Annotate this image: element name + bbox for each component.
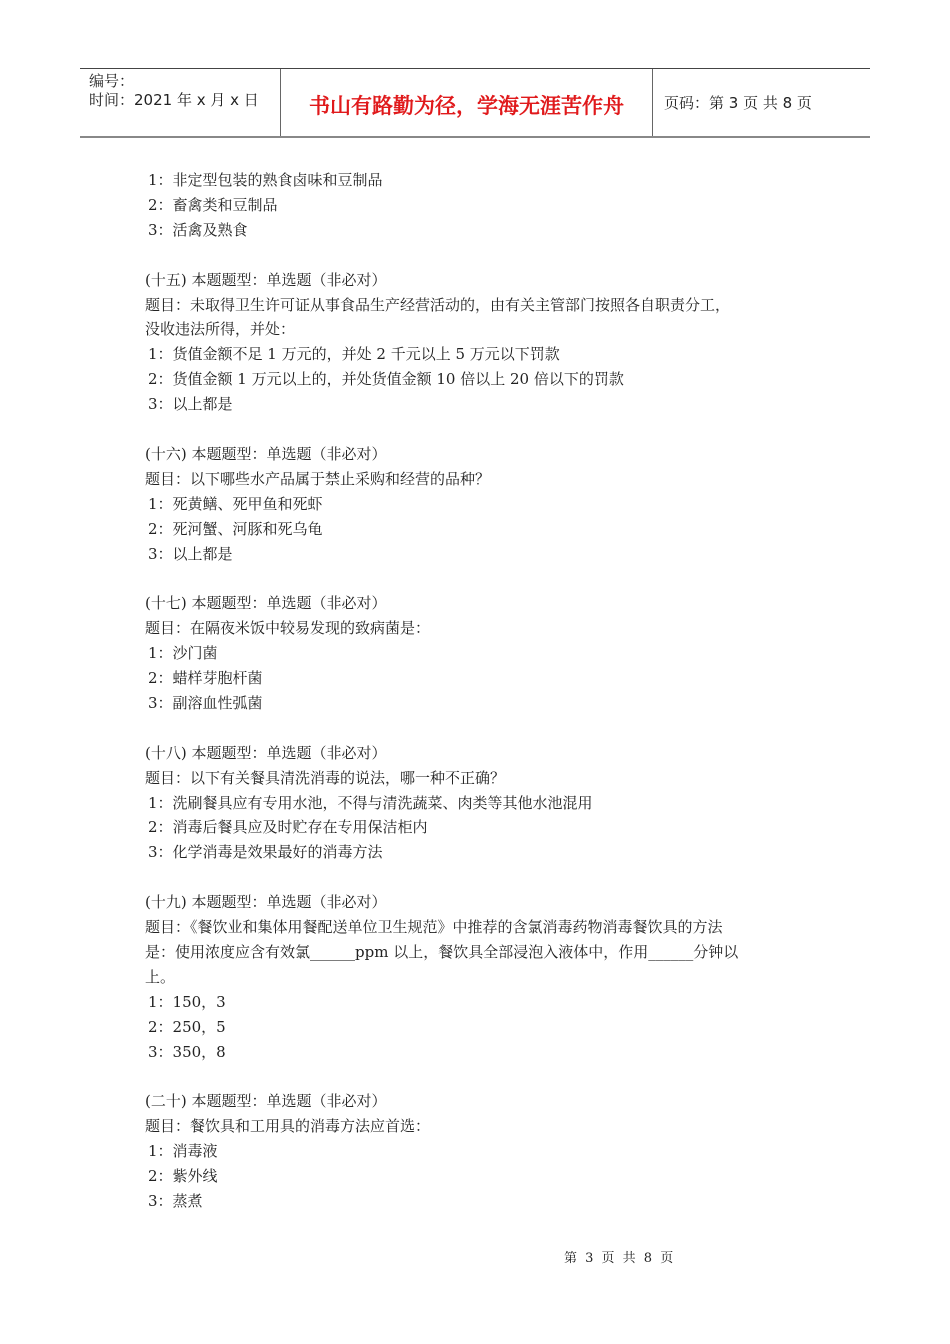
- option: 2：货值金额 1 万元以上的，并处货值金额 10 倍以上 20 倍以下的罚款: [148, 370, 624, 389]
- option: 3：350，8: [148, 1042, 226, 1061]
- option: 2：蜡样芽胞杆菌: [148, 669, 263, 687]
- option: 1：150，3: [148, 992, 226, 1011]
- question-text: 题目：《餐饮业和集体用餐配送单位卫生规范》中推荐的含氯消毒药物消毒餐饮具的方法: [145, 918, 723, 936]
- page-info: 页码：第 3 页 共 8 页: [664, 94, 812, 112]
- question-header: (十七) 本题题型：单选题（非必对）: [145, 594, 387, 613]
- option: 2：紫外线: [148, 1167, 218, 1185]
- question-text: 是：使用浓度应含有效氯______ppm 以上，餐饮具全部浸泡入液体中，作用______分钟以: [145, 942, 739, 961]
- option: 1：非定型包装的熟食卤味和豆制品: [148, 171, 383, 189]
- option: 2：畜禽类和豆制品: [148, 195, 278, 214]
- option: 3：化学消毒是效果最好的消毒方法: [148, 843, 383, 862]
- option: 3：以上都是: [148, 544, 233, 563]
- question-text: 题目：以下有关餐具清洗消毒的说法，哪一种不正确？: [145, 768, 506, 787]
- page-footer: 第 3 页 共 8 页: [564, 1251, 676, 1266]
- motto: 书山有路勤为径，学海无涯苦作舟: [281, 69, 653, 136]
- header-meta: [80, 69, 281, 136]
- option: 1：洗刷餐具应有专用水池，不得与清洗蔬菜、肉类等其他水池混用: [148, 793, 593, 812]
- option: 2：250，5: [148, 1017, 226, 1036]
- question-text: 题目：餐饮具和工用具的消毒方法应首选：: [145, 1117, 431, 1136]
- option: 1：死黄鳝、死甲鱼和死虾: [148, 494, 323, 513]
- option: 2：消毒后餐具应及时贮存在专用保洁柜内: [148, 818, 428, 837]
- option: 1：货值金额不足 1 万元的，并处 2 千元以上 5 万元以下罚款: [148, 345, 560, 364]
- number-label: 编号：: [89, 72, 135, 90]
- option: 3：以上都是: [148, 395, 233, 414]
- question-header: (二十) 本题题型：单选题（非必对）: [145, 1092, 387, 1111]
- option: 3：副溶血性弧菌: [148, 693, 263, 712]
- question-text: 题目：在隔夜米饭中较易发现的致病菌是：: [145, 619, 431, 638]
- option: 1：沙门菌: [148, 644, 218, 663]
- question-text: 题目：未取得卫生许可证从事食品生产经营活动的，由有关主管部门按照各自职责分工，: [145, 295, 731, 314]
- date-label: 时间：2021 年 x 月 x 日: [89, 91, 259, 109]
- option: 3：活禽及熟食: [148, 220, 248, 239]
- question-header: (十六) 本题题型：单选题（非必对）: [145, 444, 387, 463]
- question-header: (十八) 本题题型：单选题（非必对）: [145, 743, 387, 762]
- question-text: 上。: [145, 967, 176, 986]
- option: 3：蒸煮: [148, 1191, 203, 1210]
- question-text: 没收违法所得，并处：: [145, 320, 296, 339]
- option: 1：消毒液: [148, 1142, 218, 1161]
- option: 2：死河蟹、河豚和死乌龟: [148, 519, 323, 538]
- header-table: [80, 68, 870, 138]
- question-header: (十九) 本题题型：单选题（非必对）: [145, 893, 387, 912]
- question-text: 题目：以下哪些水产品属于禁止采购和经营的品种？: [145, 469, 491, 488]
- question-header: (十五) 本题题型：单选题（非必对）: [145, 270, 387, 289]
